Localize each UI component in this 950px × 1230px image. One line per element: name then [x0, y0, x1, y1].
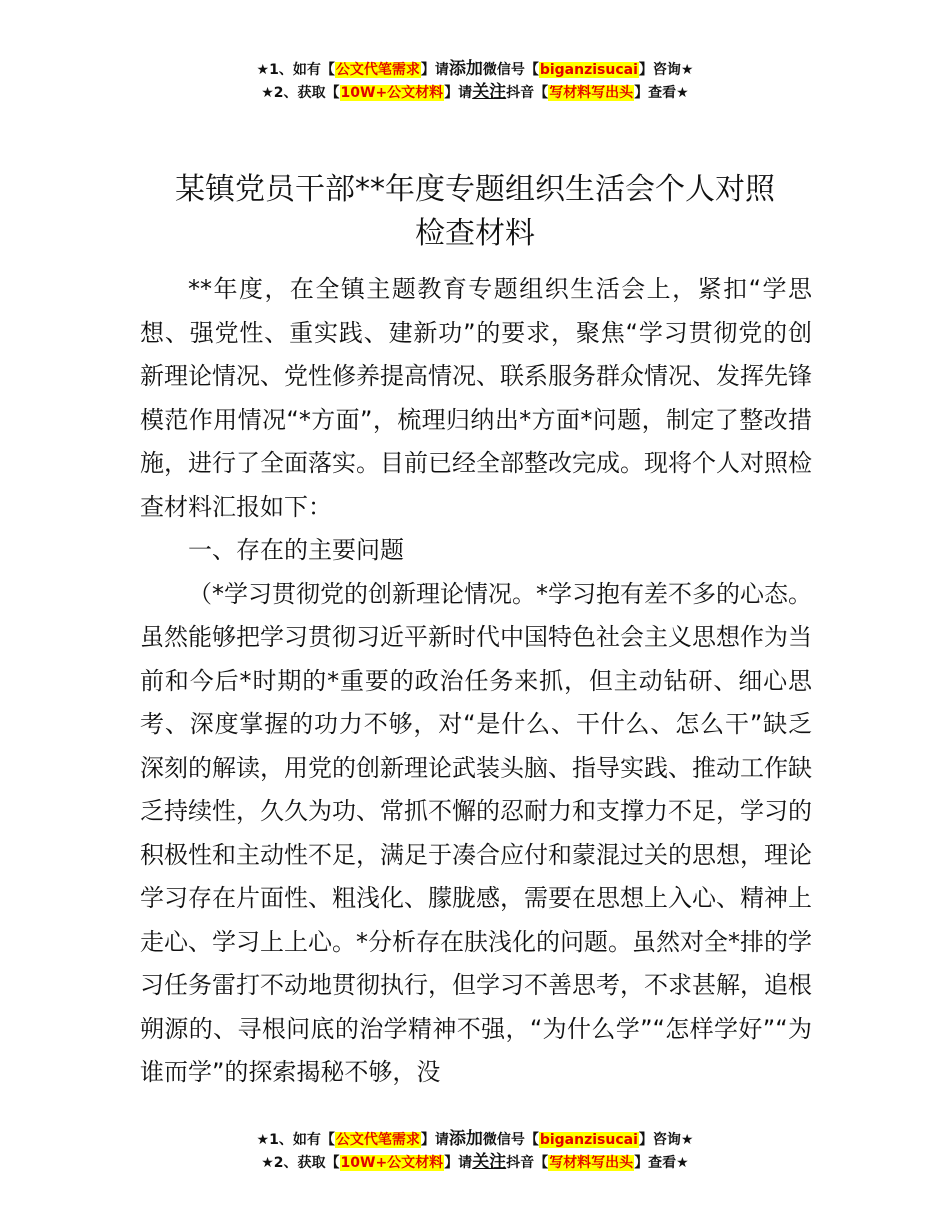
highlight-ghostwriting: 公文代笔需求 [335, 1132, 420, 1148]
banner-text: 】请 [420, 1132, 449, 1148]
banner-text: 】查看★ [634, 85, 689, 101]
highlight-ghostwriting: 公文代笔需求 [335, 62, 420, 78]
banner-emphasis: 关注 [472, 82, 507, 102]
banner-line-1 [0, 58, 950, 81]
banner-text: 抖音【 [506, 85, 549, 101]
highlight-douyin: 写材料写出头 [549, 85, 634, 101]
section-heading: 一、存在的主要问题 [188, 536, 404, 564]
highlight-wechat-id: biganzisucai [539, 1132, 638, 1148]
banner-emphasis: 添加 [448, 59, 483, 79]
banner-text: ★2、获取【 [261, 85, 340, 101]
banner-text: 】请 [444, 1155, 473, 1171]
banner-text: 微信号【 [482, 1132, 539, 1148]
banner-text: 抖音【 [506, 1155, 549, 1171]
highlight-wechat-id: biganzisucai [539, 62, 638, 78]
banner-text: 】咨询★ [638, 1132, 694, 1148]
banner-text: 微信号【 [482, 62, 539, 78]
banner-text: 】查看★ [634, 1155, 689, 1171]
banner-text: 】咨询★ [638, 62, 694, 78]
banner-line-1 [0, 1128, 950, 1151]
document-body [140, 268, 812, 1095]
banner-emphasis: 添加 [448, 1129, 483, 1149]
banner-line-2 [0, 81, 950, 104]
title-line-1: 某镇党员干部**年度专题组织生活会个人对照 [175, 172, 775, 207]
highlight-douyin: 写材料写出头 [549, 1155, 634, 1171]
highlight-materials: 10W+公文材料 [340, 1155, 444, 1171]
banner-text: ★1、如有【 [256, 1132, 335, 1148]
banner-text: 】请 [444, 85, 473, 101]
banner-line-2 [0, 1151, 950, 1174]
document-title [140, 168, 810, 256]
banner-text: ★1、如有【 [256, 62, 335, 78]
header-banner [0, 58, 950, 104]
banner-text: ★2、获取【 [261, 1155, 340, 1171]
title-line-2: 检查材料 [415, 216, 535, 251]
intro-paragraph: **年度，在全镇主题教育专题组织生活会上，紧扣“学思想、强党性、重实践、建新功”的要求，聚焦“学习贯彻党的创新理论情况、党性修养提高情况、联系服务群众情况、发挥先锋模范作用情况“*方面”，梳理归纳出*方面*问题，制定了整改措施，进行了全面落实。目前已经全部整改完成。现将个人对照检查材料汇报如下： [140, 275, 812, 521]
banner-text: 】请 [420, 62, 449, 78]
footer-banner [0, 1128, 950, 1174]
banner-emphasis: 关注 [472, 1152, 507, 1172]
problem-paragraph: （*学习贯彻党的创新理论情况。*学习抱有差不多的心态。虽然能够把学习贯彻习近平新时代中国特色社会主义思想作为当前和今后*时期的*重要的政治任务来抓，但主动钻研、细心思考、深度掌握的功力不够，对“是什么、干什么、怎么干”缺乏深刻的解读，用党的创新理论武装头脑、指导实践、推动工作缺乏持续性，久久为功、常抓不懈的忍耐力和支撑力不足，学习的积极性和主动性不足，满足于凑合应付和蒙混过关的思想，理论学习存在片面性、粗浅化、朦胧感，需要在思想上入心、精神上走心、学习上上心。*分析存在肤浅化的问题。虽然对全*排的学习任务雷打不动地贯彻执行，但学习不善思考，不求甚解，追根朔源的、寻根问底的治学精神不强，“为什么学”“怎样学好”“为谁而学”的探索揭秘不够，没 [140, 579, 812, 1086]
highlight-materials: 10W+公文材料 [340, 85, 444, 101]
